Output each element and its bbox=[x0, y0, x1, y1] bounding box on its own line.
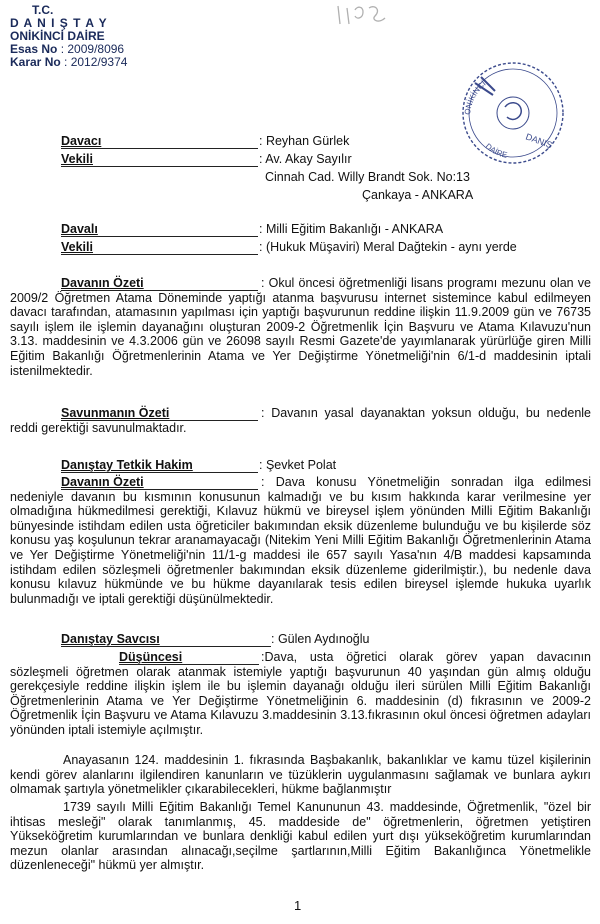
dava-ozeti2-label: Davanın Özeti bbox=[61, 475, 144, 489]
karar-label: Karar No bbox=[10, 55, 61, 69]
davaci-underline bbox=[61, 148, 258, 149]
svg-text:ONİKİNCİ bbox=[463, 79, 488, 115]
tetkik-hakim-underline bbox=[61, 472, 258, 473]
tetkik-hakim-label: Danıştay Tetkik Hakim bbox=[61, 458, 193, 472]
dava-ozeti2-text: : Dava konusu Yönetmeliğin sonradan ilga edilmesi nedeniyle davanın bu kısmının konusunun kalmadığı ve bu kısım hakkında karar verilmesine yer olmadığına hükmedilmesi gerektiği, Kılavuz hükmü ve bireysel işlem yönünden Milli Eğitim Bakanlığı bünyesinde istihdam edilen usta öğreticiler bakımından eksik düzenleme bulunduğu ve bu kişilerde söz konusu yaş koşulunun tekrar aranamayacağı (Nitekim Yeni Milli Eğitim Bakanlığı Öğretmenlerinin Atama ve Yer Değiştirme Yönetmeliği'nin 11/1-g maddesi ile 657 sayılı Yasa'nın 4/B maddesi kapsamında istihdam edilen sözleşmeli öğretmenler bakımından eksik düzenleme giderilmiştir.), bu nedenle dava konusu kılavuz hükmünde ve bu hükme dayanılarak tesis edilen bireysel işlemde hukuka uyarlık bulunmadığı ve iptali gerektiği düşünülmektedir. bbox=[10, 475, 591, 606]
official-seal-stamp bbox=[455, 55, 565, 167]
karar-value: : 2012/9374 bbox=[64, 55, 128, 69]
anayasa-paragraph: Anayasanın 124. maddesinin 1. fıkrasında Başbakanlık, bakanlıklar ve kamu tüzel kişilerinin kendi görev alanlarını ilgilendiren kanunların ve tüzüklerin uygulanmasını sağlamak ve bunlara aykırı olmamak şartıyla yönetmelikler çıkarabilecekleri, hükme bağlanmıştır bbox=[10, 753, 591, 797]
davaci-vekili-label: Vekili bbox=[61, 152, 93, 166]
dava-ozeti-text: : Okul öncesi öğretmenliği lisans programı mezunu olan ve 2009/2 Öğretmen Atama Döneminde yaptığı atanma başvurusu internet sistemince kabul edilmeyen davacı tarafından, atamasının yapılması için yaptığı başvurunun reddine ilişkin 11.9.2009 gün ve 76735 sayılı işlem ile işlemin dayanağını oluşturan 2009-2 Öğretmenlik İçin Başvuru ve Atama Kılavuzu'nun 3.13. maddesinin ve 4.3.2006 gün ve 26098 sayılı Resmi Gazete'de yayımlanarak yürürlüğe giren Milli Eğitim Bakanlığı Öğretmenlerinin Atama ve Yer Değiştirme Yönetmeliği'nin 6/1-d maddesinin iptali istenilmektedir. bbox=[10, 276, 591, 378]
stamp-text-mid: DANIŞ bbox=[524, 131, 554, 151]
dusunce-text: :Dava, usta öğretici olarak görev yapan davacının sözleşmeli öğretmen olarak atanmak istemiyle yaptığı başvurunun 40 yaşından gün almış olduğu gerekçesiyle reddine ilişkin işlem ile bu işlemin dayanağı olduğu ileri sürülen Milli Eğitim Bakanlığı Öğretmenlerinin Atama ve Yer Değiştirme Yönetmeliğinin 6. maddesinin (d) fıkrasının ve 2009-2 Öğretmenlik İçin Başvuru ve Atama Kılavuzu 3.maddesinin 3.13.fıkrasının okul öncesi öğretmen adayları yönünden iptali istemiyle açılmıştır. bbox=[10, 650, 591, 737]
esas-label: Esas No bbox=[10, 42, 58, 56]
savci-value: : Gülen Aydınoğlu bbox=[271, 632, 370, 646]
dava-ozeti-label: Davanın Özeti bbox=[61, 276, 144, 290]
stamp-text-bot: DAİRE bbox=[483, 141, 509, 160]
esas-value: : 2009/8096 bbox=[60, 42, 125, 56]
header-daire: ONİKİNCİ DAİRE bbox=[10, 29, 105, 43]
davali-vekili-value: : (Hukuk Müşaviri) Meral Dağtekin - aynı yerde bbox=[259, 240, 517, 254]
savunma-label: Savunmanın Özeti bbox=[61, 406, 170, 420]
savunma-text: : Davanın yasal dayanaktan yoksun olduğu, bu nedenle reddi gerektiği savunulmaktadır. bbox=[10, 406, 591, 435]
dusunce-label: Düşüncesi bbox=[119, 650, 183, 664]
davaci-vekili-value: : Av. Akay Sayılır bbox=[259, 152, 352, 166]
karar-no bbox=[10, 56, 127, 69]
kanun-paragraph: 1739 sayılı Milli Eğitim Bakanlığı Temel Kanununun 43. maddesinde, Öğretmenlik, "özel bir ihtisas mesleği" olarak tanımlanmış, 45. maddeside de" öğretmenlerin, öğretmen yetiştiren Yükseköğretim kurumlarından ve bunlara denkliği kabul edilen yurt dışı yükseköğretim kurumlarından mezun olanlar arasından alınacağı,seçilme şartlarının,Milli Eğitim Bakanlığınca Yönetmelikle düzenleneceği" hükmü yer almıştır. bbox=[10, 800, 591, 873]
davali-vekili-underline bbox=[61, 254, 258, 255]
davaci-value: : Reyhan Gürlek bbox=[259, 134, 350, 148]
davali-label: Davalı bbox=[61, 222, 98, 236]
stamp-text-top: ONİKİNCİ bbox=[462, 79, 488, 116]
davaci-address-2: Çankaya - ANKARA bbox=[362, 188, 474, 202]
davaci-address-1: Cinnah Cad. Willy Brandt Sok. No:13 bbox=[265, 170, 470, 184]
davali-underline bbox=[61, 236, 258, 237]
header-danistay: D A N I Ş T A Y bbox=[10, 16, 108, 30]
svg-text:DAİRE bbox=[484, 142, 509, 160]
page-number: 1 bbox=[294, 898, 302, 913]
savci-underline bbox=[61, 646, 271, 647]
davaci-vekili-underline bbox=[61, 166, 258, 167]
tetkik-hakim-value: : Şevket Polat bbox=[259, 458, 337, 472]
header-tc: T.C. bbox=[32, 3, 54, 17]
savci-label: Danıştay Savcısı bbox=[61, 632, 160, 646]
handwritten-mark bbox=[335, 2, 395, 28]
davaci-label: Davacı bbox=[61, 134, 102, 148]
davali-vekili-label: Vekili bbox=[61, 240, 93, 254]
davali-value: : Milli Eğitim Bakanlığı - ANKARA bbox=[259, 222, 444, 236]
